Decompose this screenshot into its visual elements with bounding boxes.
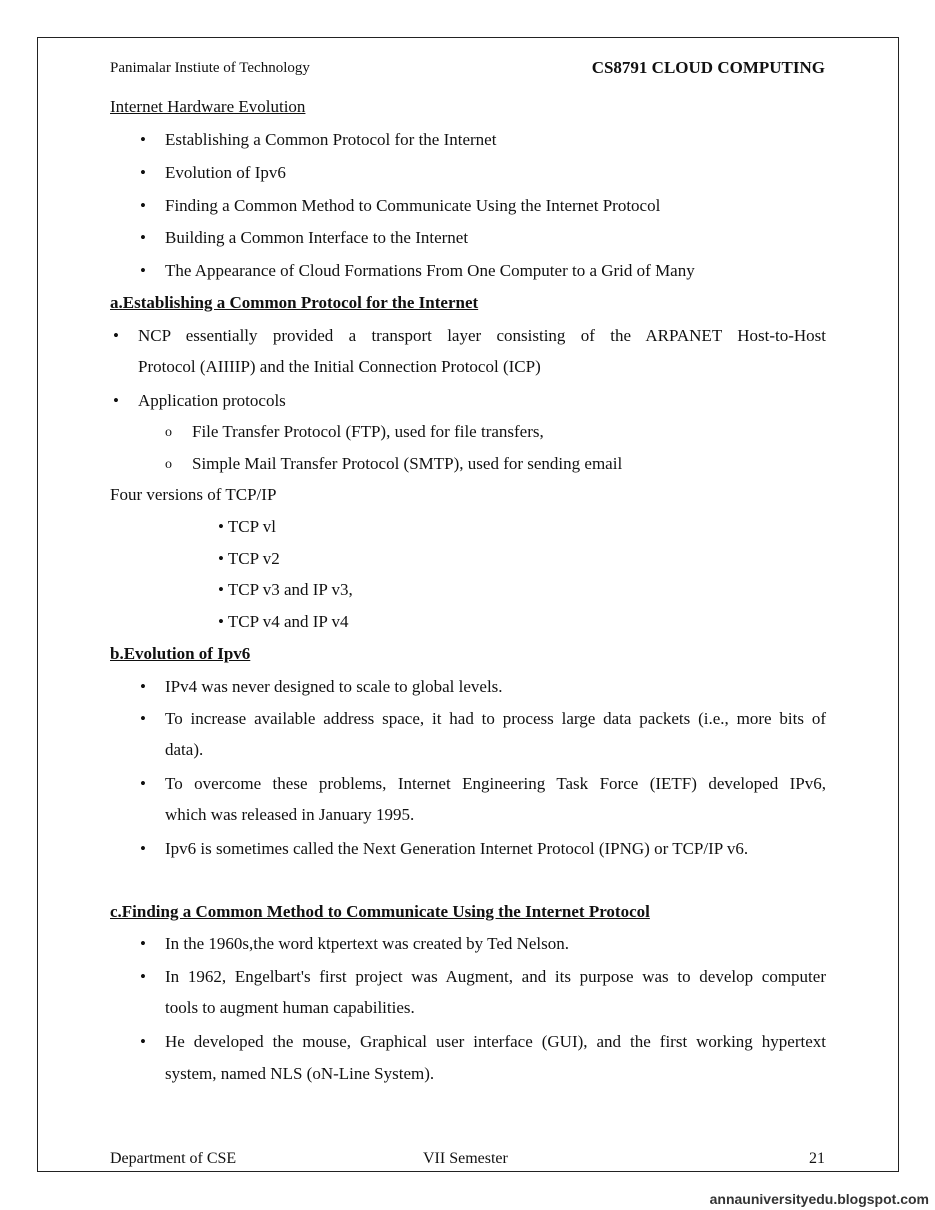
paragraph-line: In 1962, Engelbart's first project was Augment, and its purpose was to develop computer <box>165 967 826 986</box>
paragraph-line: which was released in January 1995. <box>165 805 415 824</box>
header-institute: Panimalar Instiute of Technology <box>110 60 310 76</box>
versions-label: Four versions of TCP/IP <box>110 485 277 504</box>
section-heading-b: b.Evolution of Ipv6 <box>110 644 251 663</box>
sub-list-item: File Transfer Protocol (FTP), used for file transfers, <box>192 422 544 441</box>
bullet-icon: • <box>140 967 146 986</box>
bullet-icon: • <box>140 1032 146 1051</box>
version-item: • TCP v2 <box>218 549 280 568</box>
list-item: Evolution of Ipv6 <box>165 163 286 182</box>
header-course-title: CS8791 CLOUD COMPUTING <box>591 58 825 77</box>
section-heading-a: a.Establishing a Common Protocol for the Internet <box>110 293 479 312</box>
version-item: • TCP v4 and IP v4 <box>218 612 349 631</box>
paragraph-line: tools to augment human capabilities. <box>165 998 415 1017</box>
paragraph-line: To increase available address space, it had to process large data packets (i.e., more bits of <box>165 709 826 728</box>
bullet-icon: • <box>140 709 146 728</box>
list-item: The Appearance of Cloud Formations From One Computer to a Grid of Many <box>165 261 695 280</box>
paragraph-line: system, named NLS (oN-Line System). <box>165 1064 435 1083</box>
circle-bullet-icon: o <box>165 425 172 440</box>
bullet-icon: • <box>140 228 146 247</box>
bullet-icon: • <box>140 774 146 793</box>
footer-department: Department of CSE <box>110 1150 237 1167</box>
bullet-icon: • <box>140 261 146 280</box>
watermark-url: annauniversityedu.blogspot.com <box>709 1191 929 1207</box>
paragraph-line: He developed the mouse, Graphical user interface (GUI), and the first working hypertext <box>165 1032 826 1051</box>
sub-list-item: Simple Mail Transfer Protocol (SMTP), used for sending email <box>192 454 623 473</box>
section-heading-c: c.Finding a Common Method to Communicate Using the Internet Protocol <box>110 902 650 921</box>
list-item: Establishing a Common Protocol for the Internet <box>165 130 497 149</box>
bullet-icon: • <box>140 677 146 696</box>
paragraph-line: NCP essentially provided a transport layer consisting of the ARPANET Host-to-Host <box>138 326 826 345</box>
bullet-icon: • <box>140 196 146 215</box>
paragraph-line: Protocol (AIIIIP) and the Initial Connection Protocol (ICP) <box>138 357 541 376</box>
version-item: • TCP vl <box>218 517 276 536</box>
bullet-icon: • <box>113 326 119 345</box>
bullet-icon: • <box>113 391 119 410</box>
list-item: Ipv6 is sometimes called the Next Generation Internet Protocol (IPNG) or TCP/IP v6. <box>165 839 749 858</box>
paragraph-line: To overcome these problems, Internet Engineering Task Force (IETF) developed IPv6, <box>165 774 826 793</box>
bullet-icon: • <box>140 934 146 953</box>
list-item: IPv4 was never designed to scale to global levels. <box>165 677 503 696</box>
bullet-icon: • <box>140 839 146 858</box>
list-item: Finding a Common Method to Communicate Using the Internet Protocol <box>165 196 661 215</box>
version-item: • TCP v3 and IP v3, <box>218 580 353 599</box>
bullet-icon: • <box>140 130 146 149</box>
list-item: Application protocols <box>138 391 286 410</box>
bullet-icon: • <box>140 163 146 182</box>
list-item: In the 1960s,the word ktpertext was created by Ted Nelson. <box>165 934 570 953</box>
section-title-hardware-evolution: Internet Hardware Evolution <box>110 97 306 116</box>
list-item: Building a Common Interface to the Internet <box>165 228 469 247</box>
circle-bullet-icon: o <box>165 457 172 472</box>
footer-semester: VII Semester <box>423 1150 508 1167</box>
paragraph-line: data). <box>165 740 204 759</box>
footer-page-number: 21 <box>809 1150 825 1167</box>
